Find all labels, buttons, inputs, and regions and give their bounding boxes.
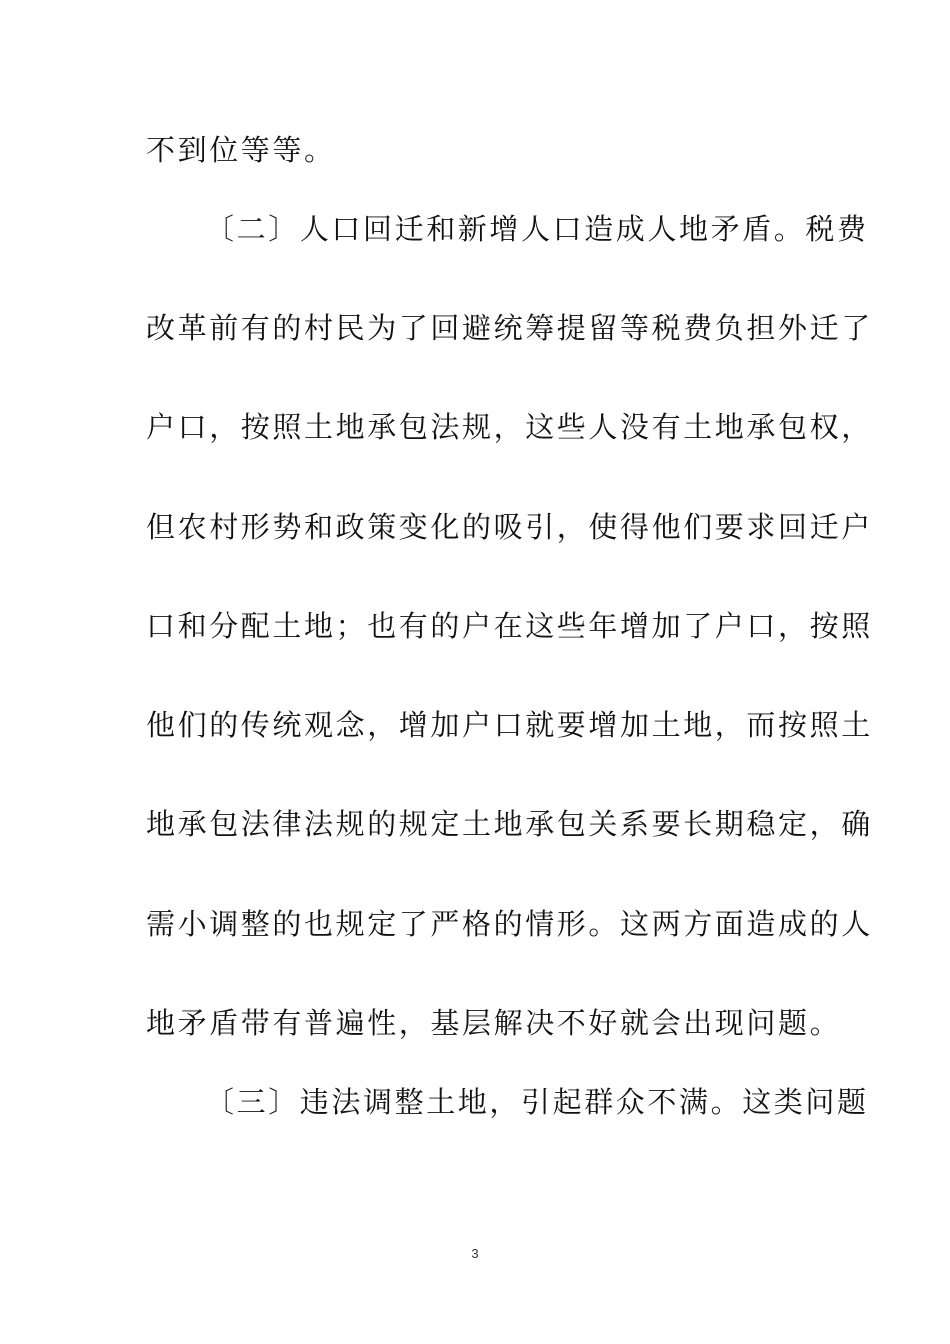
page-number: 3 <box>471 1246 479 1261</box>
text-line: 地承包法律法规的规定土地承包关系要长期稳定，确 <box>146 807 873 841</box>
section-heading-3: 〔三〕违法调整土地，引起群众不满。这类问题 <box>205 1085 869 1119</box>
text-line: 改革前有的村民为了回避统筹提留等税费负担外迁了 <box>146 311 873 345</box>
text-line: 他们的传统观念，增加户口就要增加土地，而按照土 <box>146 708 873 742</box>
text-line: 但农村形势和政策变化的吸引，使得他们要求回迁户 <box>146 510 873 544</box>
text-line: 不到位等等。 <box>146 133 336 167</box>
text-line: 口和分配土地；也有的户在这些年增加了户口，按照 <box>146 609 873 643</box>
text-line: 需小调整的也规定了严格的情形。这两方面造成的人 <box>146 907 873 941</box>
text-line: 户口，按照土地承包法规，这些人没有土地承包权， <box>146 410 873 444</box>
section-heading-2: 〔二〕人口回迁和新增人口造成人地矛盾。税费 <box>205 212 869 246</box>
text-line: 地矛盾带有普遍性，基层解决不好就会出现问题。 <box>146 1006 842 1040</box>
